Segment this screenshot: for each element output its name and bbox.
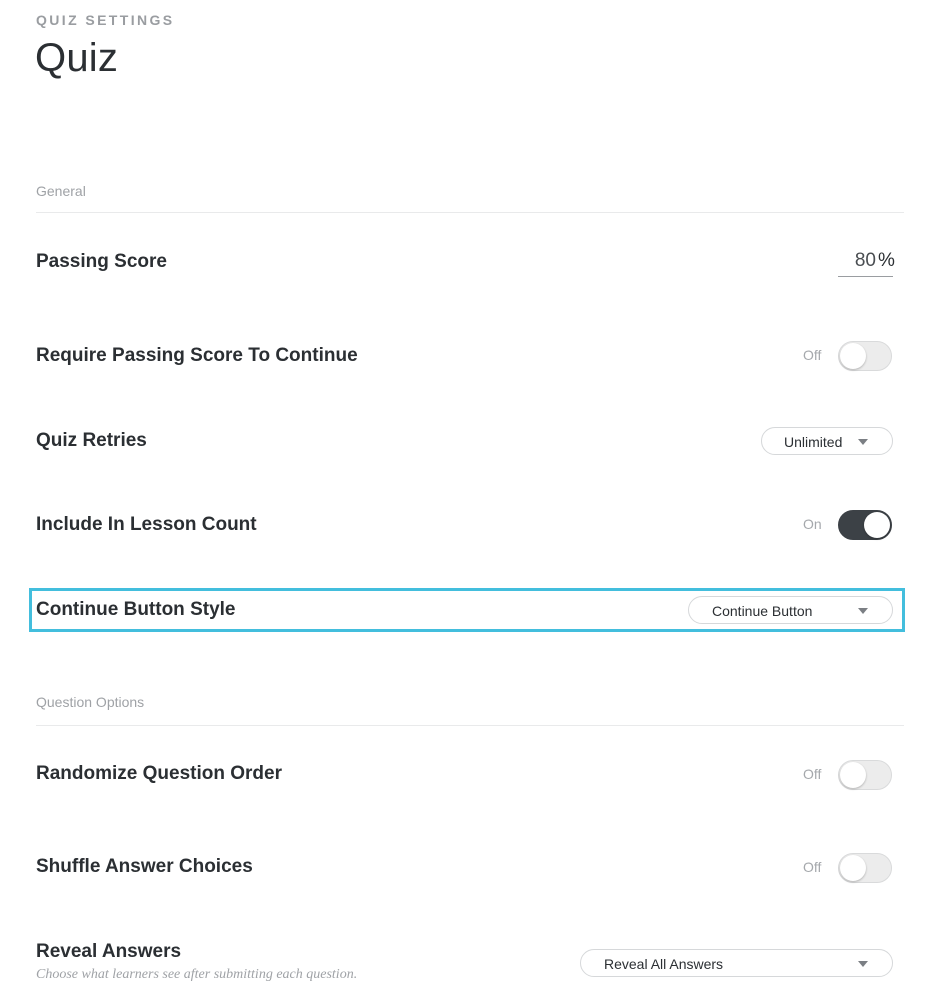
passing-score-unit: %: [878, 250, 895, 271]
toggle-knob: [840, 762, 866, 788]
reveal-answers-hint: Choose what learners see after submitting each question.: [36, 967, 358, 982]
shuffle-choices-toggle[interactable]: [838, 853, 892, 883]
passing-score-label: Passing Score: [36, 251, 167, 272]
passing-score-input[interactable]: 80: [854, 250, 876, 271]
toggle-knob: [840, 855, 866, 881]
quiz-retries-select[interactable]: [761, 427, 893, 455]
continue-button-style-label: Continue Button Style: [36, 599, 236, 620]
passing-score-underline: [838, 276, 893, 277]
include-lesson-count-label: Include In Lesson Count: [36, 514, 257, 535]
shuffle-choices-label: Shuffle Answer Choices: [36, 856, 253, 877]
randomize-order-label: Randomize Question Order: [36, 763, 282, 784]
include-lesson-count-toggle[interactable]: [838, 510, 892, 540]
require-passing-label: Require Passing Score To Continue: [36, 345, 358, 366]
continue-button-style-select[interactable]: [688, 596, 893, 624]
section-divider: [36, 212, 904, 213]
reveal-answers-value: Reveal All Answers: [604, 956, 724, 972]
page-title: Quiz: [35, 36, 119, 80]
chevron-down-icon: [858, 608, 868, 614]
section-divider: [36, 725, 904, 726]
quiz-settings-eyebrow: QUIZ SETTINGS: [36, 12, 175, 28]
continue-button-style-value: Continue Button: [712, 603, 813, 619]
section-label-general: General: [36, 183, 86, 199]
chevron-down-icon: [858, 961, 868, 967]
require-passing-state-text: Off: [803, 347, 822, 363]
randomize-order-toggle[interactable]: [838, 760, 892, 790]
reveal-answers-select[interactable]: [580, 949, 893, 977]
chevron-down-icon: [858, 439, 868, 445]
quiz-retries-label: Quiz Retries: [36, 430, 147, 451]
require-passing-toggle[interactable]: [838, 341, 892, 371]
randomize-order-state-text: Off: [803, 766, 822, 782]
reveal-answers-label: Reveal Answers: [36, 941, 182, 962]
section-label-question-options: Question Options: [36, 694, 145, 710]
shuffle-choices-state-text: Off: [803, 859, 822, 875]
include-lesson-count-state-text: On: [803, 516, 822, 532]
toggle-knob: [864, 512, 890, 538]
quiz-retries-value: Unlimited: [784, 434, 843, 450]
toggle-knob: [840, 343, 866, 369]
